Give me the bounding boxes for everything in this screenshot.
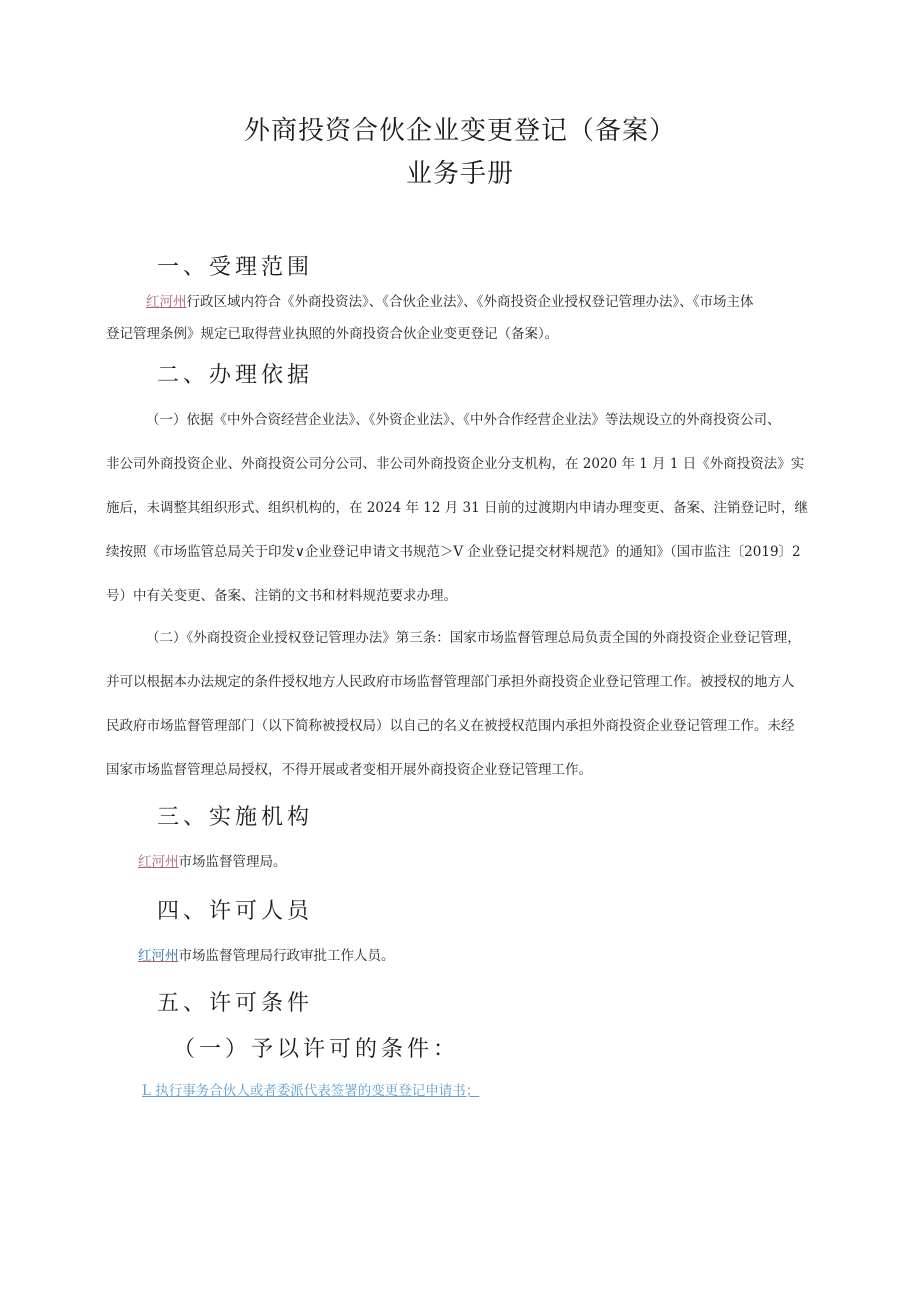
agency-line xyxy=(138,850,287,870)
basis-p2-line2: 并可以根据本办法规定的条件授权地方人民政府市场监督管理部门承担外商投资企业登记管理工作。被授权的地方人 xyxy=(106,674,795,690)
section-heading-basis: 二、办理依据 xyxy=(157,363,314,388)
condition-item-1-link[interactable]: L 执行事务合伙人或者委派代表签署的变更登记申请书； xyxy=(142,1083,480,1099)
section-heading-agency: 三、实施机构 xyxy=(157,805,314,830)
basis-p2-line3: 民政府市场监督管理部门（以下简称被授权局）以自己的名义在被授权范围内承担外商投资企业登记管理工作。未经 xyxy=(106,718,795,734)
basis-p2-line4: 国家市场监督管理总局授权，不得开展或者变相开展外商投资企业登记管理工作。 xyxy=(106,762,592,778)
section-heading-personnel: 四、许可人员 xyxy=(157,899,314,924)
basis-p1-line2: 非公司外商投资企业、外商投资公司分公司、非公司外商投资企业分支机构，在 2020 年 1 月 1 日《外商投资法》实 xyxy=(106,456,805,472)
document-title-line2: 业务手册 xyxy=(405,159,514,189)
place-name: 红河州 xyxy=(138,854,179,870)
basis-p2-line1: （二）《外商投资企业授权登记管理办法》第三条：国家市场监督管理总局负责全国的外商投资企业登记管理， xyxy=(146,630,801,646)
agency-text: 市场监督管理局。 xyxy=(178,854,287,870)
personnel-text: 市场监督管理局行政审批工作人员。 xyxy=(178,948,395,964)
document-title-line1: 外商投资合伙企业变更登记（备案） xyxy=(243,116,676,146)
basis-p1-line4: 续按照《市场监管总局关于印发∨企业登记申请文书规范＞V 企业登记提交材料规范》的通知》（国市监注〔2019〕2 xyxy=(106,544,801,560)
place-name: 红河州 xyxy=(146,294,187,310)
basis-p1-line5: 号）中有关变更、备案、注销的文书和材料规范要求办理。 xyxy=(106,588,457,604)
subsection-heading-approval-conditions: （一）予以许可的条件： xyxy=(173,1037,460,1062)
place-name: 红河州 xyxy=(138,948,179,964)
personnel-line xyxy=(138,944,395,964)
scope-line2: 登记管理条例》规定已取得营业执照的外商投资合伙企业变更登记（备案）。 xyxy=(106,326,559,342)
section-heading-scope: 一、受理范围 xyxy=(157,255,314,280)
scope-line1 xyxy=(146,290,754,310)
basis-p1-line3: 施后，未调整其组织形式、组织机构的，在 2024 年 12 月 31 日前的过渡期内申请办理变更、备案、注销登记时，继 xyxy=(106,500,808,516)
section-heading-conditions: 五、许可条件 xyxy=(157,991,314,1016)
scope-line1-text: 行政区域内符合《外商投资法》、《合伙企业法》、《外商投资企业授权登记管理办法》、《市场主体 xyxy=(186,294,754,310)
basis-p1-line1: （一）依据《中外合资经营企业法》、《外资企业法》、《中外合作经营企业法》等法规设立的外商投资公司、 xyxy=(146,412,781,428)
